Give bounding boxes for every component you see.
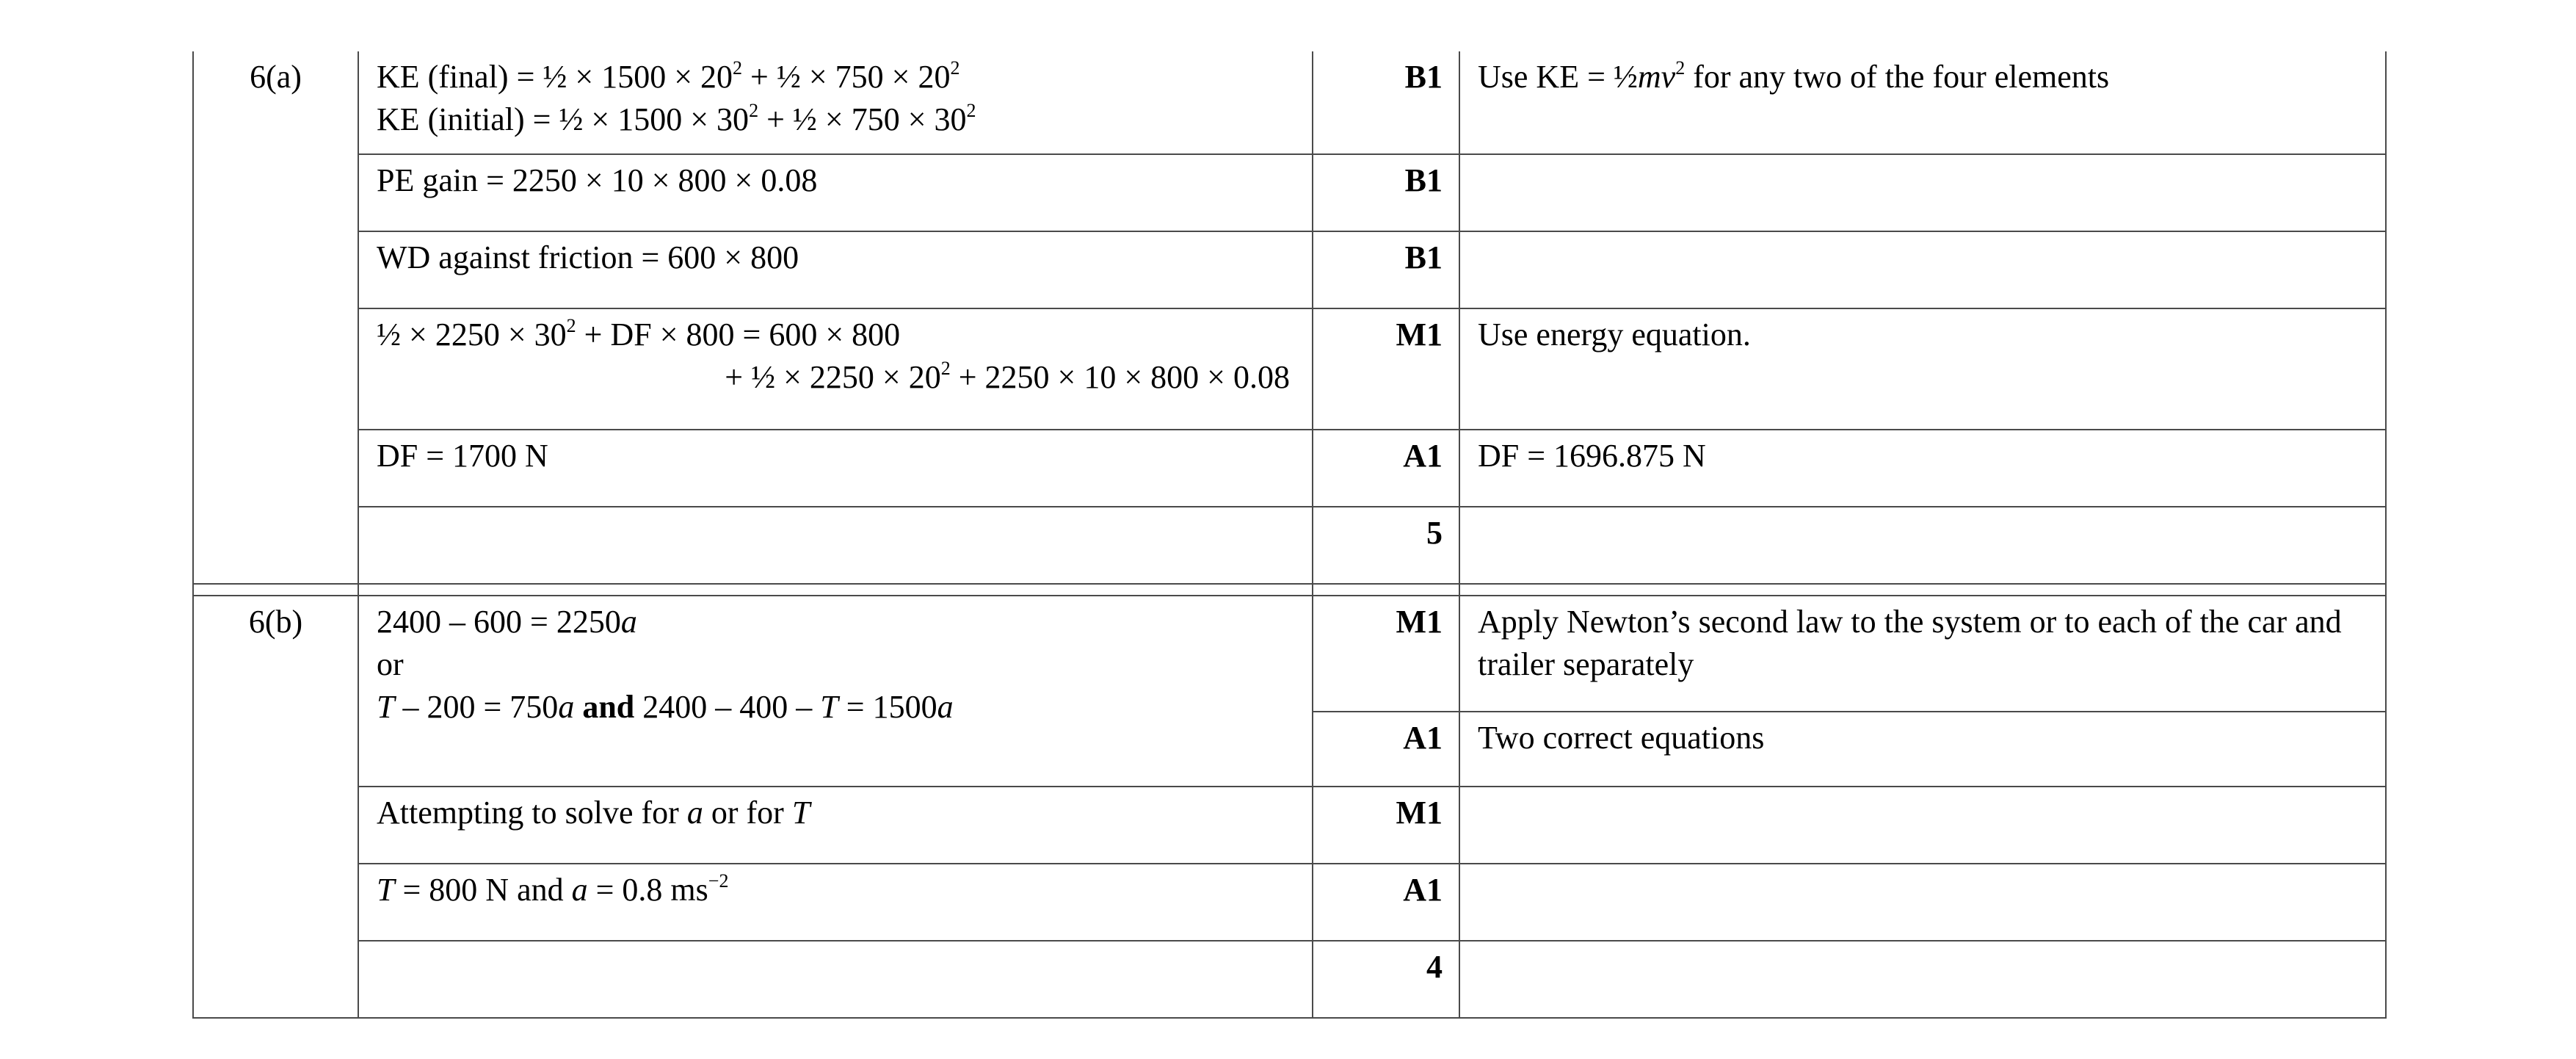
total-mark-cell: 4 xyxy=(1313,941,1459,1018)
answer-cell: DF = 1700 N xyxy=(358,430,1313,507)
guidance-cell xyxy=(1459,154,2386,231)
total-mark-cell: 5 xyxy=(1313,507,1459,584)
mark-cell: A1 xyxy=(1313,430,1459,507)
guidance-cell: Two correct equations xyxy=(1459,712,2386,787)
question-number-6b: 6(b) xyxy=(193,596,358,1018)
table-row xyxy=(193,51,2386,154)
mark-cell: M1 xyxy=(1313,308,1459,430)
answer-cell xyxy=(358,308,1313,430)
answer-cell: T = 800 N and a = 0.8 $ms^{-2}$ xyxy=(358,864,1313,941)
answer-cell xyxy=(358,941,1313,1018)
guidance-cell xyxy=(1459,864,2386,941)
total-row xyxy=(193,507,2386,584)
table-row xyxy=(193,231,2386,308)
mark-cell: B1 xyxy=(1313,231,1459,308)
mark-cell: M1 xyxy=(1313,787,1459,864)
table-row xyxy=(193,596,2386,712)
question-number-6a: 6(a) xyxy=(193,51,358,584)
total-row xyxy=(193,941,2386,1018)
answer-cell: Attempting to solve for a or for T xyxy=(358,787,1313,864)
guidance-cell xyxy=(1459,941,2386,1018)
mark-cell: A1 xyxy=(1313,864,1459,941)
or-line: or xyxy=(377,646,404,682)
guidance-cell: Use energy equation. xyxy=(1459,308,2386,430)
table-row xyxy=(193,864,2386,941)
table-row xyxy=(193,154,2386,231)
table-row xyxy=(193,308,2386,430)
ke-initial-line: KE (initial) = ½ × $1500 \times 30^2$ + ½ × $750 \times 30^2$ xyxy=(377,100,976,137)
separate-equations-line: T – 200 = 750a and 2400 – 400 – T = 1500a xyxy=(377,689,954,725)
answer-cell: PE gain = 2250 × 10 × 800 × 0.08 xyxy=(358,154,1313,231)
mark-scheme-table xyxy=(192,51,2387,1019)
guidance-cell: Use KE = $\frac{1}{2}mv^2$ for any two of the four elements xyxy=(1459,51,2386,154)
table-row xyxy=(193,787,2386,864)
mark-cell: B1 xyxy=(1313,154,1459,231)
guidance-cell: Apply Newton’s second law to the system or to each of the car and trailer separately xyxy=(1459,596,2386,712)
mark-cell: B1 xyxy=(1313,51,1459,154)
answer-cell xyxy=(358,507,1313,584)
answer-cell xyxy=(358,51,1313,154)
guidance-cell xyxy=(1459,507,2386,584)
guidance-cell: DF = 1696.875 N xyxy=(1459,430,2386,507)
mark-cell: M1 xyxy=(1313,596,1459,712)
section-divider xyxy=(193,584,2386,596)
energy-equation-line-1: ½ × $2250 \times 30^2$ + DF × 800 = 600 × 800 xyxy=(377,315,901,353)
guidance-cell xyxy=(1459,787,2386,864)
table-row xyxy=(193,430,2386,507)
energy-equation-line-2: + ½ × $2250 \times 20^2 + 2250 \times 10 \times 800 \times 0.08$ xyxy=(725,358,1290,395)
answer-cell: WD against friction = 600 × 800 xyxy=(358,231,1313,308)
system-equation-line: 2400 – 600 = 2250a xyxy=(377,604,637,640)
ke-final-line: KE (final) = ½ × $1500 \times 20^2$ + ½ × $750 \times 20^2$ xyxy=(377,57,960,95)
mark-cell: A1 xyxy=(1313,712,1459,787)
guidance-cell xyxy=(1459,231,2386,308)
answer-cell xyxy=(358,596,1313,787)
